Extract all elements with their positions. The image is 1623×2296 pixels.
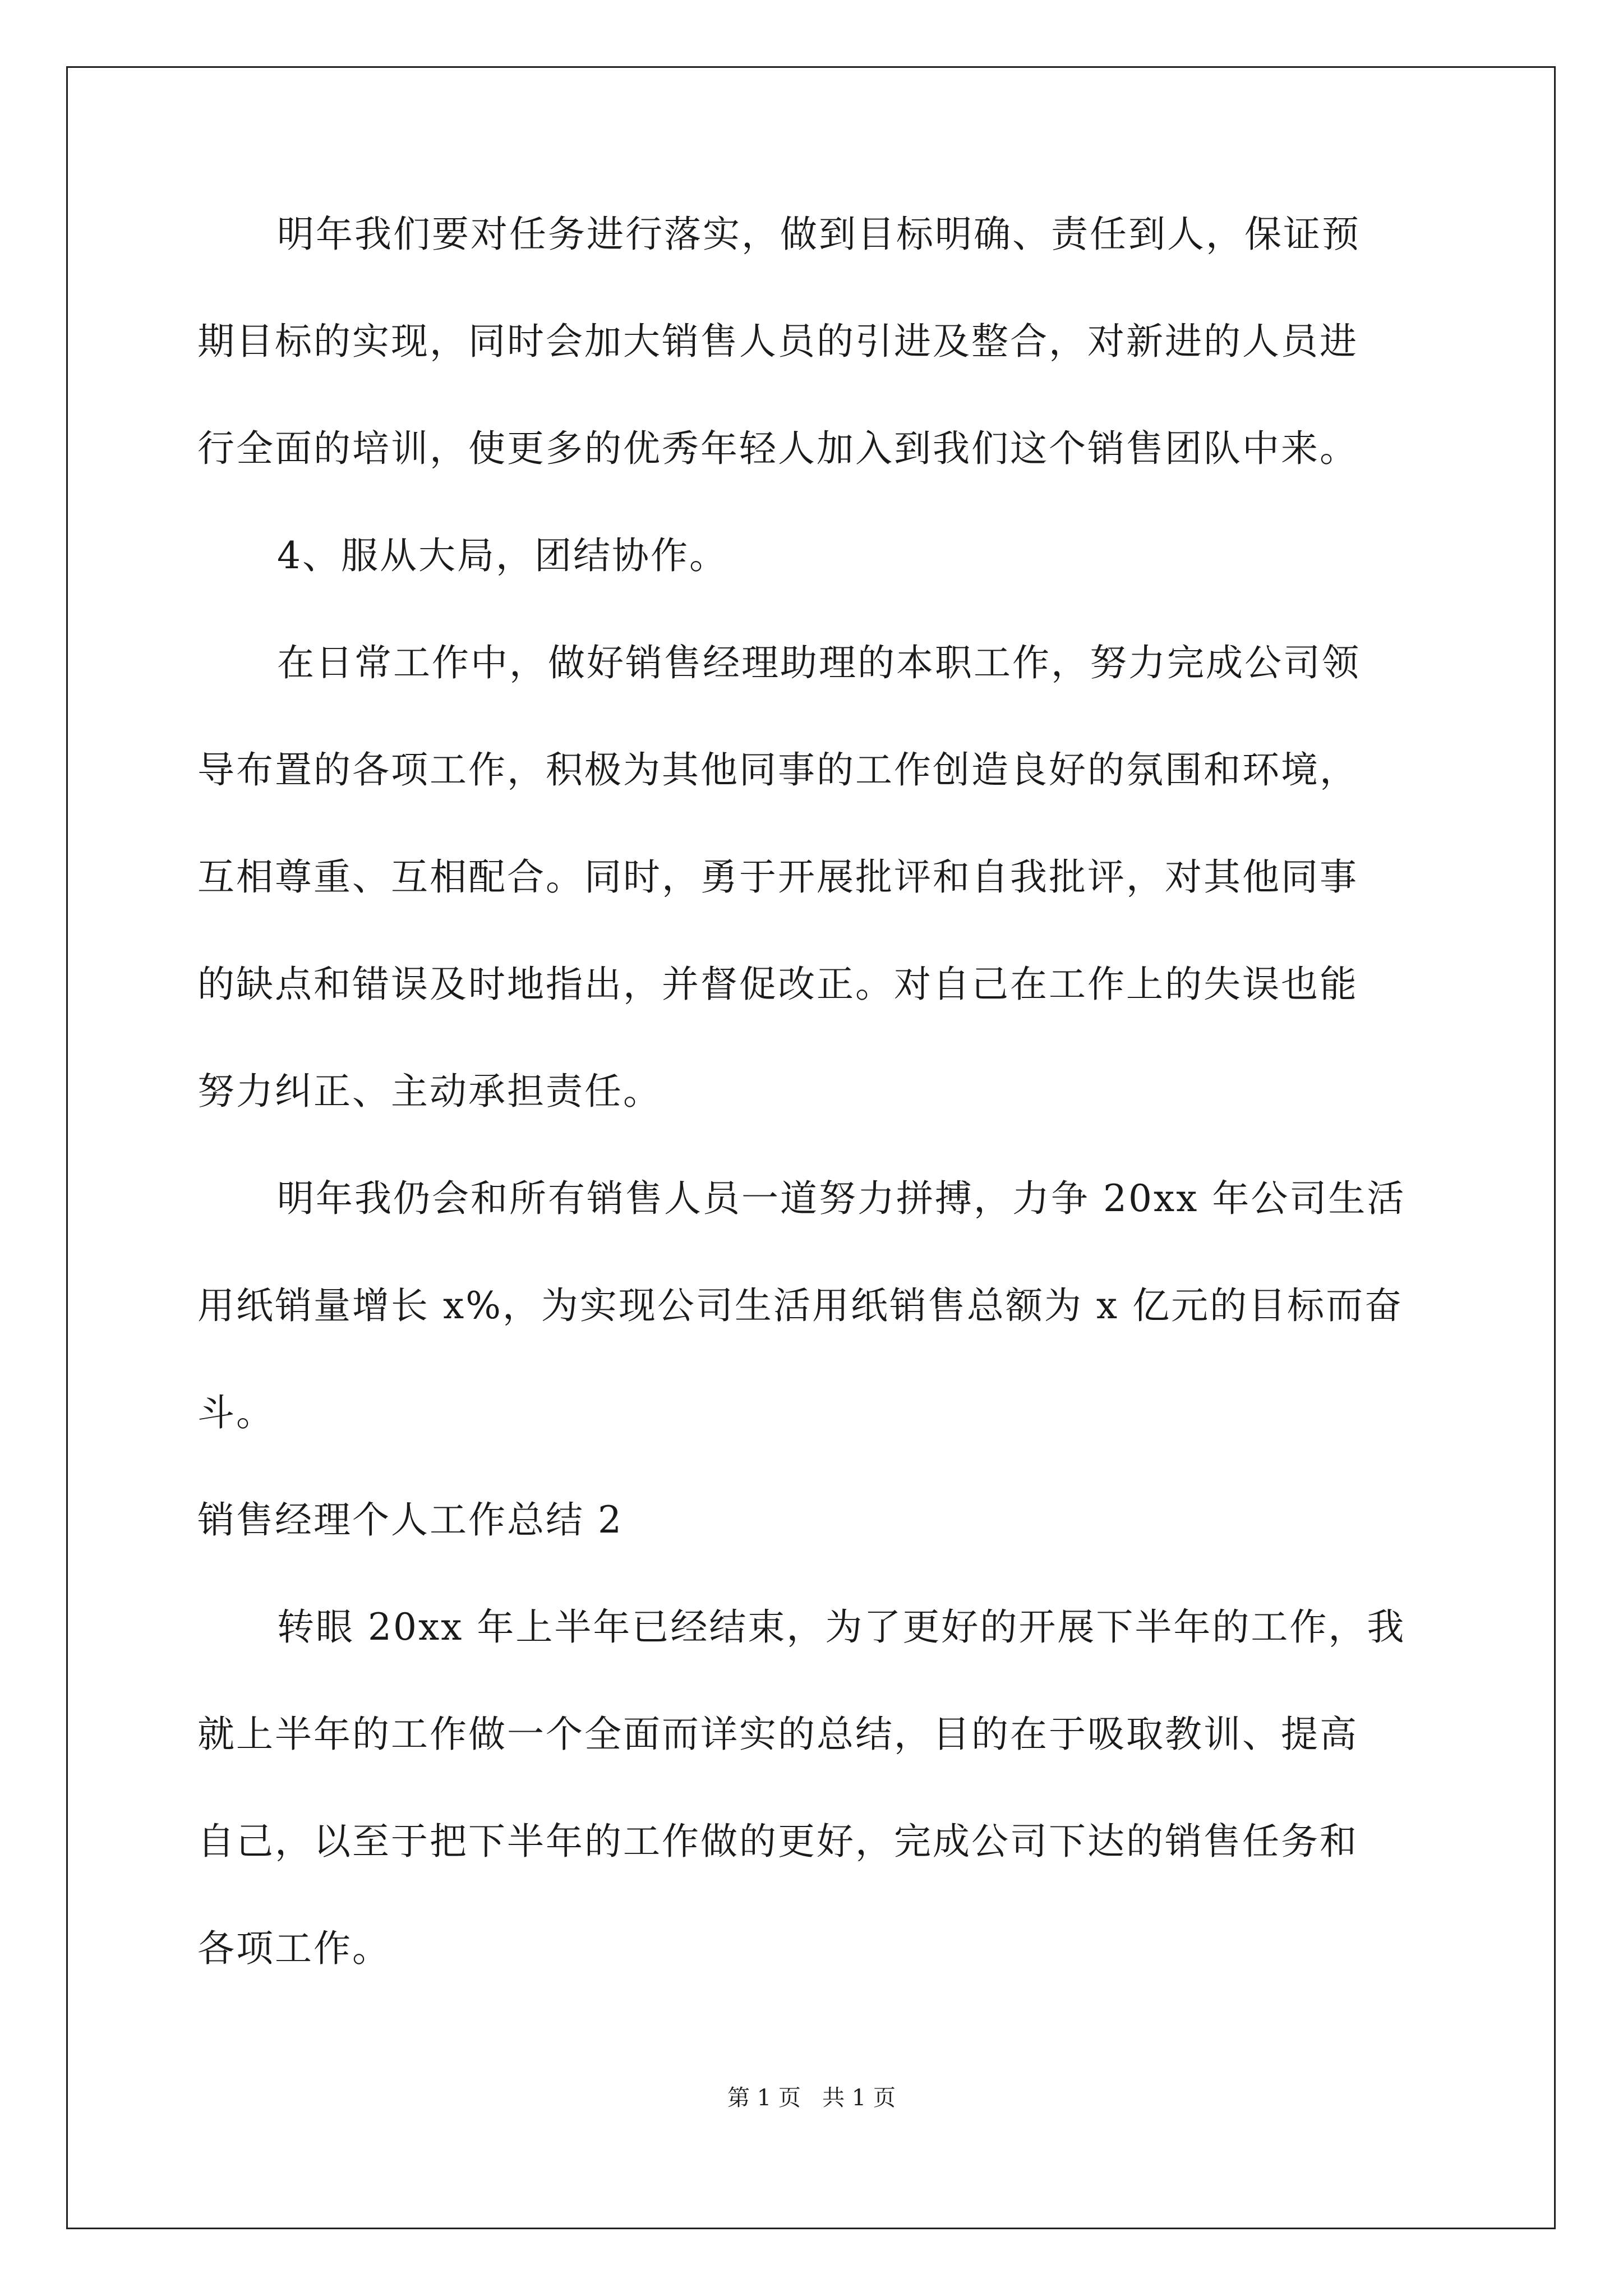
text-line: 互相尊重、互相配合。同时，勇于开展批评和自我批评，对其他同事	[197, 855, 1358, 899]
text-line: 斗。	[197, 1391, 275, 1434]
text-line: 行全面的培训，使更多的优秀年轻人加入到我们这个销售团队中来。	[197, 427, 1358, 470]
text-line: 用纸销量增长 x%，为实现公司生活用纸销售总额为 x 亿元的目标而奋	[197, 1284, 1404, 1327]
text-line: 明年我们要对任务进行落实，做到目标明确、责任到人，保证预	[277, 213, 1361, 256]
text-line: 明年我仍会和所有销售人员一道努力拼搏，力争 20xx 年公司生活	[277, 1177, 1406, 1220]
text-line: 导布置的各项工作，积极为其他同事的工作创造良好的氛围和环境，	[197, 748, 1358, 792]
text-line: 自己，以至于把下半年的工作做的更好，完成公司下达的销售任务和	[197, 1820, 1358, 1863]
document-body	[197, 214, 1426, 2036]
text-line: 就上半年的工作做一个全面而详实的总结，目的在于吸取教训、提高	[197, 1713, 1358, 1756]
list-item-heading: 4、服从大局，团结协作。	[277, 534, 728, 577]
text-line: 期目标的实现，同时会加大销售人员的引进及整合，对新进的人员进	[197, 320, 1358, 363]
page-number-footer: 第 1 页 共 1 页	[727, 2085, 896, 2111]
text-line: 的缺点和错误及时地指出，并督促改正。对自己在工作上的失误也能	[197, 963, 1358, 1006]
text-line: 转眼 20xx 年上半年已经结束，为了更好的开展下半年的工作，我	[277, 1605, 1406, 1649]
section-title: 销售经理个人工作总结 2	[197, 1498, 623, 1542]
text-line: 努力纠正、主动承担责任。	[197, 1070, 662, 1113]
text-line: 在日常工作中，做好销售经理助理的本职工作，努力完成公司领	[277, 641, 1361, 684]
text-line: 各项工作。	[197, 1927, 391, 1970]
